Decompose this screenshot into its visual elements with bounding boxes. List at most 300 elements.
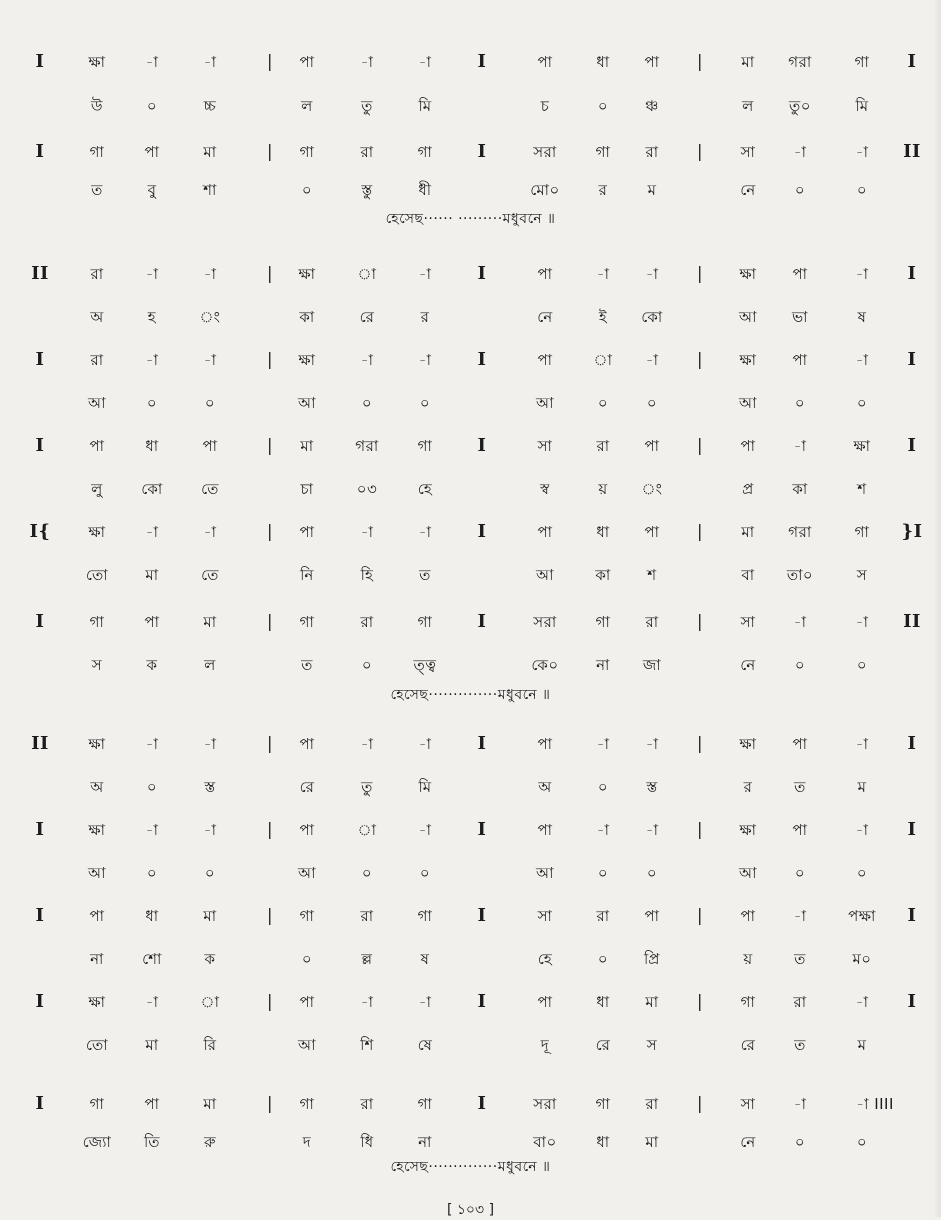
- lyric-cell: নি: [300, 566, 314, 584]
- bar-line: I: [477, 611, 487, 632]
- bar-line: I: [907, 733, 917, 754]
- lyric-row: [0, 859, 941, 887]
- swara-cell: -া: [793, 437, 807, 455]
- swara-cell: রা: [360, 613, 374, 631]
- lyric-cell: ০: [419, 394, 431, 412]
- lyric-cell: ০: [361, 656, 373, 674]
- lyric-cell: অ: [90, 778, 104, 796]
- swara-cell: মা: [203, 1095, 217, 1113]
- lyric-cell: আ: [739, 864, 757, 882]
- swara-cell: পা: [792, 265, 808, 283]
- lyric-cell: য়: [743, 950, 753, 968]
- swara-cell: গরা: [355, 437, 379, 455]
- swara-cell: ক্ষা: [88, 993, 106, 1011]
- swara-cell: -া: [145, 821, 159, 839]
- swara-cell: গা: [299, 907, 315, 925]
- lyric-cell: কো: [141, 480, 163, 498]
- lyric-cell: তা০: [786, 566, 814, 584]
- lyric-cell: আ: [739, 308, 757, 326]
- swara-cell: পা: [202, 437, 218, 455]
- swara-cell: -া: [793, 143, 807, 161]
- swara-cell: রা: [360, 1095, 374, 1113]
- bar-line: |: [696, 1094, 704, 1114]
- bar-line: II: [31, 263, 49, 284]
- bar-line: I: [35, 141, 45, 162]
- swara-cell: -া: [855, 265, 869, 283]
- swara-cell: রা: [793, 993, 807, 1011]
- swara-cell: -া: [596, 735, 610, 753]
- lyric-cell: ০: [646, 394, 658, 412]
- swara-cell: -া: [855, 735, 869, 753]
- swara-cell: -া: [418, 351, 432, 369]
- bar-line: I: [907, 991, 917, 1012]
- bar-line: |: [266, 522, 274, 542]
- swara-cell: গরা: [788, 53, 812, 71]
- bar-line: I: [477, 819, 487, 840]
- lyric-cell: আ: [88, 864, 106, 882]
- lyric-cell: রু: [203, 1133, 217, 1151]
- lyric-cell: ত: [419, 566, 431, 584]
- lyric-cell: প্র: [742, 480, 754, 498]
- lyric-cell: ০: [597, 394, 609, 412]
- swara-cell: রা: [645, 143, 659, 161]
- swara-row: [0, 48, 941, 76]
- bar-line: I: [35, 991, 45, 1012]
- swara-row: [0, 518, 941, 546]
- swara-cell: গা: [89, 1095, 105, 1113]
- lyric-cell: উ: [90, 97, 104, 115]
- lyric-cell: স: [856, 566, 868, 584]
- swara-cell: পা: [792, 351, 808, 369]
- swara-row: [0, 988, 941, 1016]
- lyric-cell: ০: [856, 1133, 868, 1151]
- lyric-cell: কা: [595, 566, 611, 584]
- bar-line: |: [696, 992, 704, 1012]
- swara-cell: পা: [644, 907, 660, 925]
- lyric-cell: ০: [204, 864, 216, 882]
- swara-cell: পা: [299, 821, 315, 839]
- lyric-cell: ত: [794, 1036, 806, 1054]
- lyric-cell: ষে: [417, 1036, 433, 1054]
- swara-cell: -া: [145, 351, 159, 369]
- swara-cell: সরা: [533, 613, 557, 631]
- lyric-row: [0, 945, 941, 973]
- swara-cell: -া: [418, 265, 432, 283]
- swara-cell: পক্ষা: [848, 907, 876, 925]
- lyric-row: [0, 92, 941, 120]
- swara-cell: -া: [145, 735, 159, 753]
- lyric-row: [0, 475, 941, 503]
- lyric-cell: কো: [641, 308, 663, 326]
- swara-row: [0, 816, 941, 844]
- swara-cell: পা: [644, 437, 660, 455]
- swara-cell: পা: [537, 265, 553, 283]
- lyric-cell: স: [646, 1036, 658, 1054]
- swara-cell: ক্ষা: [88, 523, 106, 541]
- lyric-cell: চ: [540, 97, 550, 115]
- bar-line: I: [477, 349, 487, 370]
- lyric-cell: রে: [595, 1036, 611, 1054]
- lyric-row: [0, 176, 941, 204]
- swara-cell: -া: [645, 265, 659, 283]
- lyric-cell: নে: [740, 656, 756, 674]
- lyric-cell: তে: [201, 566, 219, 584]
- lyric-row: [0, 651, 941, 679]
- lyric-cell: মা: [645, 1133, 659, 1151]
- lyric-cell: ০: [361, 394, 373, 412]
- lyric-cell: ত্ত্ব: [413, 656, 437, 674]
- swara-cell: -া: [145, 265, 159, 283]
- lyric-cell: আ: [536, 864, 554, 882]
- swara-cell: -া: [418, 821, 432, 839]
- swara-cell: া: [593, 351, 613, 369]
- swara-cell: পা: [537, 735, 553, 753]
- lyric-row: [0, 1128, 941, 1156]
- lyric-cell: হে: [537, 950, 553, 968]
- lyric-cell: ধা: [596, 1133, 610, 1151]
- lyric-row: [0, 303, 941, 331]
- bar-line: |: [696, 142, 704, 162]
- lyric-cell: রে: [740, 1036, 756, 1054]
- swara-cell: -া: [145, 993, 159, 1011]
- swara-row: [0, 730, 941, 758]
- lyric-cell: ত: [301, 656, 313, 674]
- lyric-cell: স্ব: [540, 480, 550, 498]
- swara-cell: গা: [417, 437, 433, 455]
- swara-cell: -া: [596, 265, 610, 283]
- lyric-cell: কা: [299, 308, 315, 326]
- swara-cell: -া: [360, 993, 374, 1011]
- lyric-cell: জ্যো: [82, 1133, 112, 1151]
- lyric-cell: স: [91, 656, 103, 674]
- swara-cell: -া: [203, 53, 217, 71]
- swara-cell: রা: [360, 907, 374, 925]
- lyric-cell: স্ত: [646, 778, 658, 796]
- lyric-cell: ই: [598, 308, 608, 326]
- swara-row: [0, 432, 941, 460]
- lyric-cell: জা: [642, 656, 662, 674]
- swara-cell: মা: [203, 143, 217, 161]
- bar-line: I: [35, 905, 45, 926]
- lyric-cell: ল্ল: [361, 950, 373, 968]
- lyric-cell: তু: [361, 778, 373, 796]
- lyric-cell: ০: [146, 864, 158, 882]
- lyric-cell: ত: [794, 950, 806, 968]
- lyric-row: [0, 1031, 941, 1059]
- bar-line: II: [31, 733, 49, 754]
- swara-cell: গা: [854, 523, 870, 541]
- swara-cell: সরা: [533, 143, 557, 161]
- lyric-cell: অ: [90, 308, 104, 326]
- bar-line: |: [266, 350, 274, 370]
- swara-cell: মা: [300, 437, 314, 455]
- swara-cell: পা: [792, 735, 808, 753]
- swara-cell: পা: [740, 437, 756, 455]
- swara-row: [0, 1090, 941, 1118]
- lyric-cell: ং: [199, 308, 221, 326]
- swara-cell: ক্ষা: [88, 821, 106, 839]
- swara-cell: ক্ষা: [853, 437, 871, 455]
- lyric-cell: ০: [419, 864, 431, 882]
- lyric-cell: ধি: [360, 1133, 374, 1151]
- swara-cell: সা: [740, 1095, 756, 1113]
- lyric-cell: ষ: [420, 950, 430, 968]
- refrain-line: হেসেছ··············মধুবনে ॥: [390, 1159, 551, 1175]
- swara-cell: পা: [537, 523, 553, 541]
- swara-cell: া: [200, 993, 220, 1011]
- lyric-cell: ঞ্চ: [645, 97, 659, 115]
- bar-line: I: [907, 905, 917, 926]
- swara-cell: গা: [417, 1095, 433, 1113]
- bar-line: II: [903, 611, 921, 632]
- swara-cell: সরা: [533, 1095, 557, 1113]
- swara-cell: গা: [417, 907, 433, 925]
- swara-cell: পা: [144, 1095, 160, 1113]
- lyric-cell: শ: [647, 566, 657, 584]
- bar-line: I: [477, 991, 487, 1012]
- lyric-cell: আ: [536, 394, 554, 412]
- swara-cell: মা: [203, 907, 217, 925]
- swara-cell: ধা: [145, 907, 159, 925]
- swara-cell: রা: [645, 1095, 659, 1113]
- bar-line: |: [696, 264, 704, 284]
- lyric-cell: ০: [146, 394, 158, 412]
- lyric-cell: মো০: [530, 181, 560, 199]
- lyric-cell: ০: [361, 864, 373, 882]
- lyric-cell: লু: [91, 480, 103, 498]
- lyric-cell: ০: [794, 656, 806, 674]
- bar-line: |: [266, 734, 274, 754]
- lyric-cell: ০: [794, 1133, 806, 1151]
- lyric-cell: শি: [360, 1036, 374, 1054]
- swara-cell: -া: [793, 613, 807, 631]
- swara-cell: গা: [854, 53, 870, 71]
- lyric-cell: তু০: [788, 97, 812, 115]
- bar-line: I: [35, 51, 45, 72]
- lyric-cell: ০: [146, 778, 158, 796]
- swara-cell: পা: [644, 523, 660, 541]
- bar-line: I: [477, 51, 487, 72]
- swara-cell: -া: [645, 735, 659, 753]
- swara-cell: -া: [855, 613, 869, 631]
- bar-line: I: [35, 1093, 45, 1114]
- swara-cell: গা: [299, 613, 315, 631]
- lyric-cell: কে০: [531, 656, 559, 674]
- bar-line: |: [266, 612, 274, 632]
- swara-cell: -া: [793, 1095, 807, 1113]
- swara-cell: -া: [855, 821, 869, 839]
- swara-cell: পা: [537, 351, 553, 369]
- lyric-cell: ক: [146, 656, 158, 674]
- bar-line: |: [266, 52, 274, 72]
- swara-cell: ধা: [596, 523, 610, 541]
- lyric-cell: ম: [857, 1036, 867, 1054]
- swara-cell: -া: [203, 523, 217, 541]
- bar-line: |: [266, 992, 274, 1012]
- swara-cell: -া: [596, 821, 610, 839]
- lyric-cell: আ: [536, 566, 554, 584]
- swara-cell: সা: [740, 143, 756, 161]
- lyric-cell: ০: [597, 97, 609, 115]
- swara-cell: -া: [203, 265, 217, 283]
- lyric-cell: ল: [204, 656, 216, 674]
- lyric-cell: অ: [538, 778, 552, 796]
- lyric-cell: হি: [360, 566, 374, 584]
- swara-cell: -া: [418, 523, 432, 541]
- swara-cell: া: [357, 821, 377, 839]
- swara-cell: পা: [644, 53, 660, 71]
- swara-cell: ক্ষা: [739, 821, 757, 839]
- lyric-cell: না: [596, 656, 610, 674]
- lyric-cell: র: [598, 181, 608, 199]
- lyric-cell: ধী: [418, 181, 432, 199]
- bar-line: I: [477, 1093, 487, 1114]
- swara-cell: পা: [299, 53, 315, 71]
- swara-cell: পা: [537, 821, 553, 839]
- bar-line: |: [266, 264, 274, 284]
- swara-cell: রা: [90, 265, 104, 283]
- lyric-cell: কা: [792, 480, 808, 498]
- lyric-cell: স্তু: [361, 181, 373, 199]
- lyric-cell: প্রি: [644, 950, 660, 968]
- swara-cell: পা: [537, 993, 553, 1011]
- lyric-cell: আ: [298, 394, 316, 412]
- lyric-cell: শা: [203, 181, 217, 199]
- page-edge-shadow: [933, 0, 941, 1217]
- lyric-row: [0, 389, 941, 417]
- swara-cell: মা: [645, 993, 659, 1011]
- swara-cell: -া: [360, 53, 374, 71]
- swara-cell: পা: [89, 907, 105, 925]
- lyric-cell: ষ: [857, 308, 867, 326]
- swara-cell: া: [357, 265, 377, 283]
- lyric-cell: আ: [298, 864, 316, 882]
- swara-cell: ক্ষা: [298, 351, 316, 369]
- swara-cell: রা: [90, 351, 104, 369]
- lyric-cell: হে: [417, 480, 433, 498]
- swara-cell: গা: [595, 613, 611, 631]
- lyric-cell: নে: [537, 308, 553, 326]
- swara-cell: রা: [596, 437, 610, 455]
- lyric-cell: না: [418, 1133, 432, 1151]
- swara-cell: পা: [89, 437, 105, 455]
- lyric-cell: ০: [597, 864, 609, 882]
- swara-cell: গা: [299, 1095, 315, 1113]
- swara-cell: ধা: [596, 993, 610, 1011]
- lyric-cell: তো: [85, 1036, 109, 1054]
- refrain-line: হেসেছ······ ·········মধুবনে ॥: [385, 211, 556, 227]
- lyric-row: [0, 561, 941, 589]
- bar-line: I: [35, 349, 45, 370]
- lyric-cell: আ: [298, 1036, 316, 1054]
- swara-cell: পা: [299, 993, 315, 1011]
- bar-line: I: [35, 435, 45, 456]
- bar-line: |: [696, 522, 704, 542]
- bar-line: |: [266, 906, 274, 926]
- lyric-cell: ০: [597, 778, 609, 796]
- lyric-cell: আ: [88, 394, 106, 412]
- bar-line: |: [696, 350, 704, 370]
- swara-cell: -া IIII: [856, 1095, 894, 1113]
- lyric-cell: স্ত: [204, 778, 216, 796]
- swara-cell: পা: [299, 735, 315, 753]
- lyric-cell: নে: [740, 1133, 756, 1151]
- swara-cell: -া: [203, 735, 217, 753]
- swara-cell: -া: [855, 143, 869, 161]
- swara-cell: পা: [537, 53, 553, 71]
- swara-cell: -া: [418, 735, 432, 753]
- bar-line: I: [477, 435, 487, 456]
- lyric-cell: ০: [856, 394, 868, 412]
- swara-cell: গা: [595, 1095, 611, 1113]
- swara-cell: গা: [417, 143, 433, 161]
- lyric-cell: য়: [598, 480, 608, 498]
- lyric-row: [0, 773, 941, 801]
- lyric-cell: চ্চ: [203, 97, 217, 115]
- lyric-cell: মা: [145, 566, 159, 584]
- lyric-cell: মা: [145, 1036, 159, 1054]
- bar-line: |: [696, 436, 704, 456]
- swara-cell: গরা: [788, 523, 812, 541]
- lyric-cell: আ: [739, 394, 757, 412]
- bar-line: I: [907, 263, 917, 284]
- lyric-cell: চা: [300, 480, 314, 498]
- bar-line: I: [907, 819, 917, 840]
- lyric-cell: রে: [359, 308, 375, 326]
- bar-line: |: [696, 734, 704, 754]
- swara-cell: -া: [360, 523, 374, 541]
- bar-line: |: [266, 142, 274, 162]
- swara-cell: ক্ষা: [739, 265, 757, 283]
- swara-cell: -া: [203, 821, 217, 839]
- swara-cell: পা: [299, 523, 315, 541]
- lyric-cell: ল: [301, 97, 313, 115]
- swara-cell: গা: [740, 993, 756, 1011]
- swara-cell: মা: [203, 613, 217, 631]
- lyric-cell: নে: [740, 181, 756, 199]
- bar-line: |: [266, 820, 274, 840]
- lyric-cell: ০: [301, 950, 313, 968]
- lyric-cell: ম০: [852, 950, 872, 968]
- bar-line: }I: [901, 521, 923, 542]
- bar-line: I: [477, 905, 487, 926]
- lyric-cell: ং: [641, 480, 663, 498]
- swara-cell: মা: [741, 523, 755, 541]
- lyric-cell: র: [743, 778, 753, 796]
- bar-line: I: [907, 435, 917, 456]
- lyric-cell: ম: [647, 181, 657, 199]
- swara-cell: ক্ষা: [739, 735, 757, 753]
- swara-cell: সা: [537, 437, 553, 455]
- bar-line: |: [266, 436, 274, 456]
- swara-row: [0, 608, 941, 636]
- lyric-cell: রে: [299, 778, 315, 796]
- swara-cell: রা: [596, 907, 610, 925]
- bar-line: |: [696, 52, 704, 72]
- swara-cell: ক্ষা: [739, 351, 757, 369]
- swara-cell: রা: [360, 143, 374, 161]
- swara-row: [0, 260, 941, 288]
- swara-cell: ধা: [596, 53, 610, 71]
- swara-cell: পা: [792, 821, 808, 839]
- page-number: [ ১০৩ ]: [446, 1202, 495, 1218]
- swara-cell: ধা: [145, 437, 159, 455]
- lyric-cell: না: [90, 950, 104, 968]
- swara-cell: ক্ষা: [298, 265, 316, 283]
- bar-line: I: [35, 819, 45, 840]
- swara-cell: -া: [203, 351, 217, 369]
- bar-line: II: [903, 141, 921, 162]
